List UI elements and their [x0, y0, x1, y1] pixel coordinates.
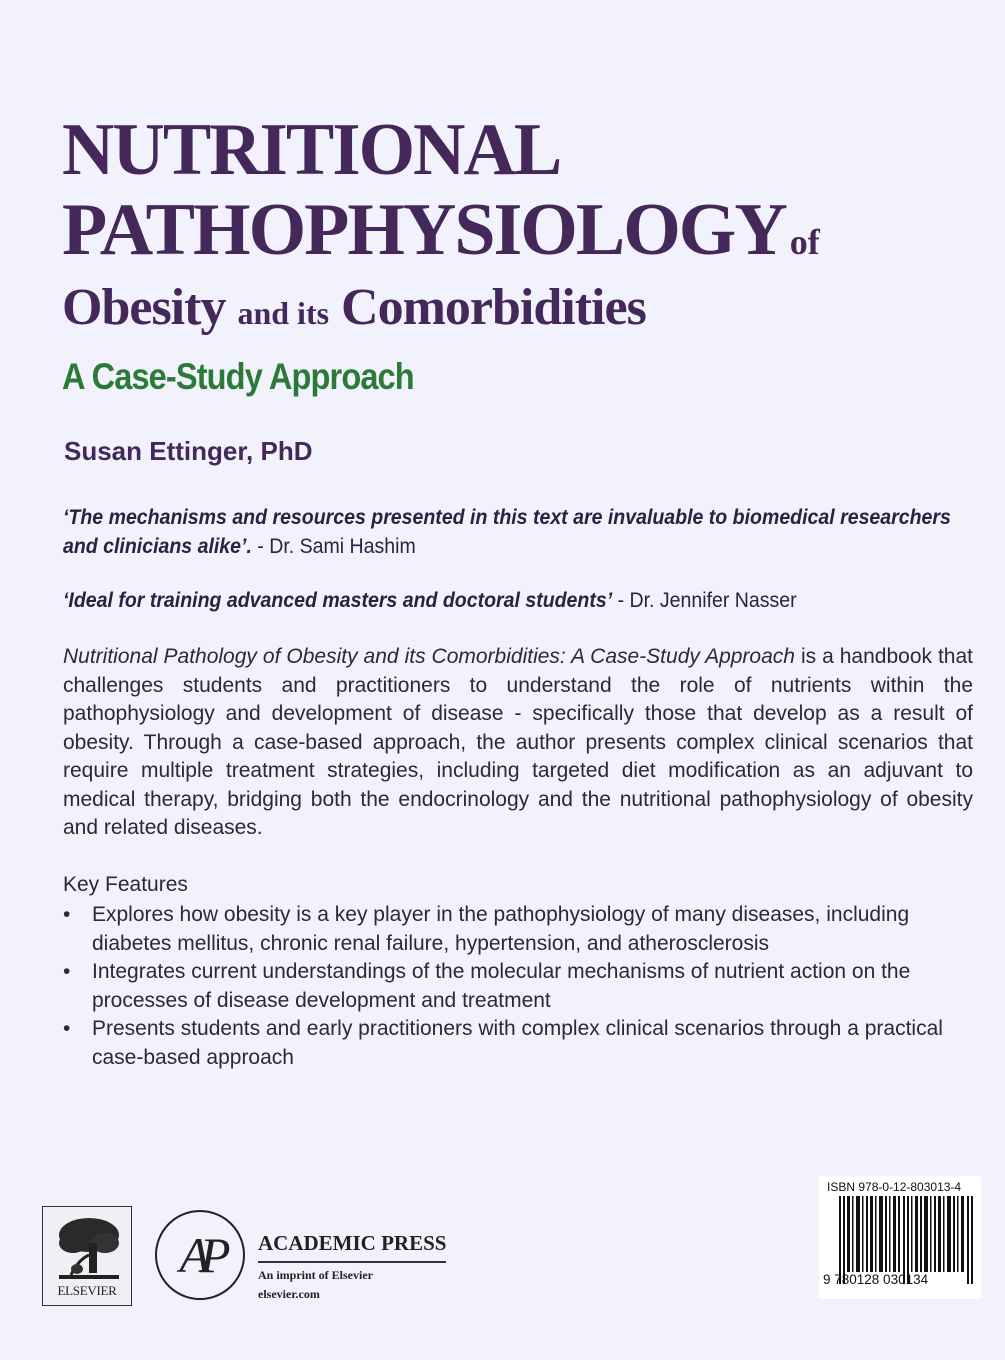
elsevier-label: ELSEVIER — [57, 1283, 117, 1298]
key-feature-item — [63, 958, 978, 1015]
barcode-number: 9 780128 030134 — [823, 1272, 929, 1287]
barcode — [819, 1176, 981, 1299]
key-feature-item — [63, 1015, 978, 1072]
divider — [258, 1261, 446, 1263]
description-body: is a handbook that challenges students and practitioners to understand the role of nutrients within the pathophysiology and development of disease - specifically those that develop as a result of obesity. Through a case-based approach, the author presents complex clinical scenarios that require multiple treatment strategies, including targeted diet modification as an adjuvant to medical therapy, bridging both the endocrinology and the nutritional pathophysiology of obesity and related diseases. — [63, 645, 973, 839]
title-and-its: and its — [237, 295, 330, 331]
quote-2 — [63, 586, 974, 615]
isbn-label: ISBN 978-0-12-803013-4 — [827, 1180, 962, 1194]
quote-1-attribution: - Dr. Sami Hashim — [251, 535, 416, 558]
publisher-name: ACADEMIC PRESS — [258, 1231, 447, 1255]
key-features-heading: Key Features — [63, 873, 188, 896]
description — [63, 643, 973, 843]
title-of: of — [789, 222, 820, 262]
quote-1 — [63, 503, 974, 561]
tree-icon — [53, 1215, 123, 1281]
quote-1-text: ‘The mechanisms and resources presented in this text are invaluable to biomedical researchers and clinicians alike’. — [63, 506, 951, 558]
ap-logo — [155, 1210, 245, 1300]
quote-2-attribution: - Dr. Jennifer Nasser — [612, 589, 797, 612]
key-feature-text: Explores how obesity is a key player in the pathophysiology of many diseases, including diabetes mellitus, chronic renal failure, hypertension, and atherosclerosis — [92, 903, 910, 955]
title-line-1: NUTRITIONAL — [62, 109, 561, 191]
key-feature-text: Integrates current understandings of the molecular mechanisms of nutrient action on the processes of disease development and treatment — [92, 960, 911, 1012]
description-book-title: Nutritional Pathology of Obesity and its Comorbidities: A Case-Study Approach — [63, 645, 795, 668]
ap-monogram: AP — [179, 1227, 221, 1283]
publisher-imprint: An imprint of Elsevier — [258, 1268, 373, 1282]
publisher-url: elsevier.com — [258, 1287, 320, 1301]
key-feature-item — [63, 901, 978, 958]
title-comorbidities: Comorbidities — [341, 279, 646, 336]
quote-2-text: ‘Ideal for training advanced masters and doctoral students’ — [63, 589, 613, 612]
title-line-3 — [62, 278, 646, 337]
bullet-icon: • — [63, 960, 71, 983]
elsevier-logo — [42, 1206, 132, 1306]
title-line-2 — [62, 188, 820, 273]
author: Susan Ettinger, PhD — [64, 436, 313, 466]
key-feature-text: Presents students and early practitioners with complex clinical scenarios through a practical case-based approach — [92, 1017, 943, 1069]
title-obesity: Obesity — [62, 279, 226, 336]
bullet-icon: • — [63, 1017, 71, 1040]
subtitle: A Case-Study Approach — [62, 356, 414, 397]
barcode-bars-icon — [839, 1196, 973, 1284]
bullet-icon: • — [63, 903, 71, 926]
key-features-list — [63, 901, 978, 1072]
title-pathophysiology: PATHOPHYSIOLOGY — [62, 189, 786, 271]
